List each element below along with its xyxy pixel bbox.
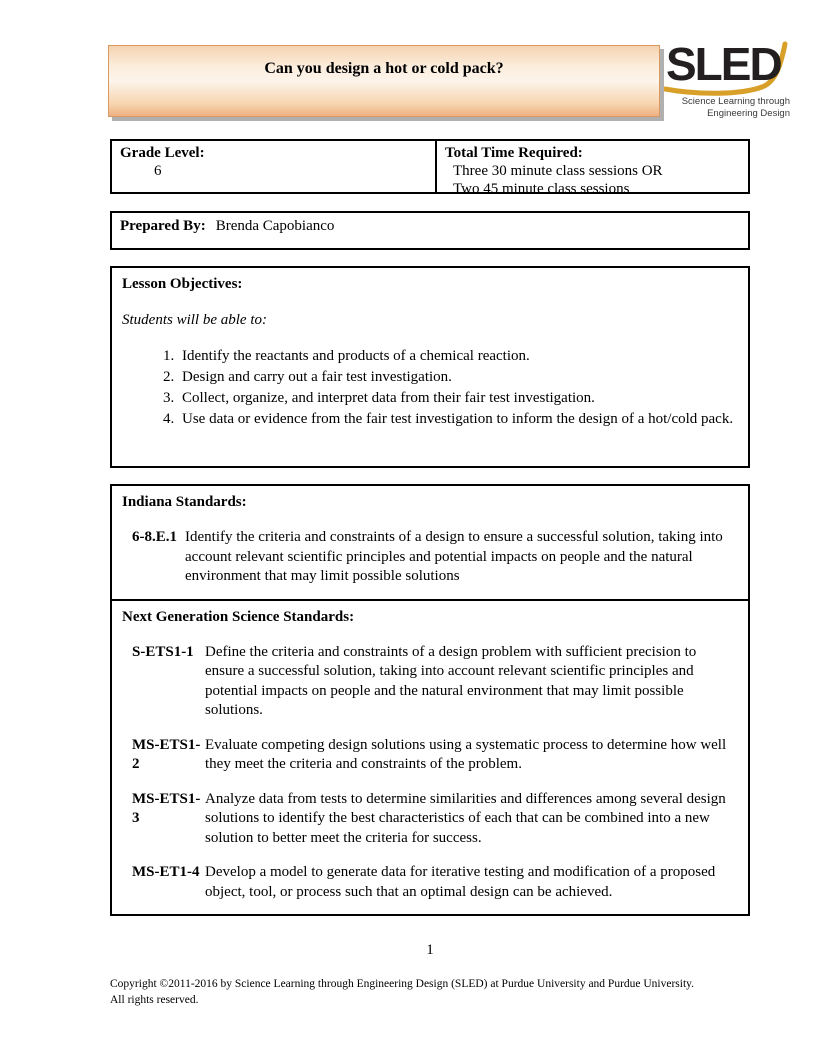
objective-item: 1. Identify the reactants and products of a chemical reaction. bbox=[178, 346, 738, 367]
time-required-label: Total Time Required: bbox=[445, 145, 583, 161]
standard-code: MS-ETS1-3 bbox=[132, 790, 201, 826]
page-number: 1 bbox=[426, 942, 434, 958]
copyright-line1: Copyright ©2011-2016 by Science Learning through Engineering Design (SLED) at Purdue University and Purdue University. bbox=[110, 978, 695, 990]
time-required-line1: Three 30 minute class sessions OR bbox=[453, 163, 663, 179]
lesson-objectives-heading: Lesson Objectives: bbox=[122, 276, 243, 292]
copyright-line2: All rights reserved. bbox=[110, 993, 199, 1006]
prepared-by-value: Brenda Capobianco bbox=[215, 218, 335, 234]
grade-time-table bbox=[110, 139, 750, 197]
time-required-line2: Two 45 minute class sessions bbox=[453, 181, 630, 197]
objective-item: 2. Design and carry out a fair test investigation. bbox=[178, 367, 738, 388]
standard-text: Evaluate competing design solutions using a systematic process to determine how well they meet the criteria and constraints of the problem. bbox=[205, 736, 727, 772]
prepared-by-box bbox=[110, 211, 750, 250]
standard-code: MS-ET1-4 bbox=[132, 864, 200, 880]
document-title: Can you design a hot or cold pack? bbox=[264, 60, 504, 77]
objective-item: 3. Collect, organize, and interpret data from their fair test investigation. bbox=[178, 388, 738, 409]
standard-text: Identify the criteria and constraints of a design to ensure a successful solution, taking into account relevant scientific principles and potential impacts on people and the natural environment that may limit possible solutions bbox=[185, 529, 723, 584]
standard-text: Analyze data from tests to determine similarities and differences among several design solutions to identify the best characteristics of each that can be combined into a new solution to better meet the criteria for success. bbox=[205, 790, 726, 846]
title-banner bbox=[108, 45, 660, 117]
standard-text: Develop a model to generate data for iterative testing and modification of a proposed object, tool, or process such that an optimal design can be achieved. bbox=[205, 864, 716, 900]
standards-box bbox=[110, 484, 750, 916]
standard-entry bbox=[122, 863, 738, 902]
standard-code: 6-8.E.1 bbox=[132, 529, 177, 545]
standard-entry bbox=[122, 736, 738, 775]
standard-entry bbox=[122, 528, 738, 587]
indiana-standards-heading: Indiana Standards: bbox=[122, 494, 247, 510]
copyright-notice bbox=[110, 977, 760, 1008]
standard-code: MS-ETS1-2 bbox=[132, 736, 201, 772]
lesson-objectives-box bbox=[110, 266, 750, 468]
lesson-objectives-list bbox=[122, 346, 738, 430]
time-required-cell bbox=[437, 141, 748, 197]
prepared-by-label: Prepared By: bbox=[120, 218, 206, 234]
indiana-standards-section bbox=[112, 486, 748, 601]
logo-text: SLED bbox=[666, 38, 781, 90]
objective-item: 4. Use data or evidence from the fair test investigation to inform the design of a hot/cold pack. bbox=[178, 409, 738, 430]
standard-entry bbox=[122, 790, 738, 849]
sled-logo-mark bbox=[664, 40, 790, 92]
grade-level-value: 6 bbox=[154, 163, 162, 179]
logo-tagline-line2: Engineering Design bbox=[707, 108, 790, 119]
standard-text: Define the criteria and constraints of a design problem with sufficient precision to ensure a successful solution, taking into account relevant scientific principles and potential impacts on people and the natural environment that may limit possible solutions. bbox=[205, 643, 697, 718]
standard-entry bbox=[122, 643, 738, 721]
ngss-section bbox=[112, 601, 748, 915]
ngss-heading: Next Generation Science Standards: bbox=[122, 608, 355, 625]
sled-logo bbox=[664, 40, 790, 120]
standard-code: S-ETS1-1 bbox=[132, 643, 194, 660]
logo-tagline-line1: Science Learning through bbox=[681, 96, 790, 107]
grade-level-cell bbox=[112, 141, 437, 192]
logo-tagline bbox=[664, 96, 790, 120]
grade-level-label: Grade Level: bbox=[120, 145, 205, 161]
lesson-objectives-intro: Students will be able to: bbox=[122, 312, 267, 328]
